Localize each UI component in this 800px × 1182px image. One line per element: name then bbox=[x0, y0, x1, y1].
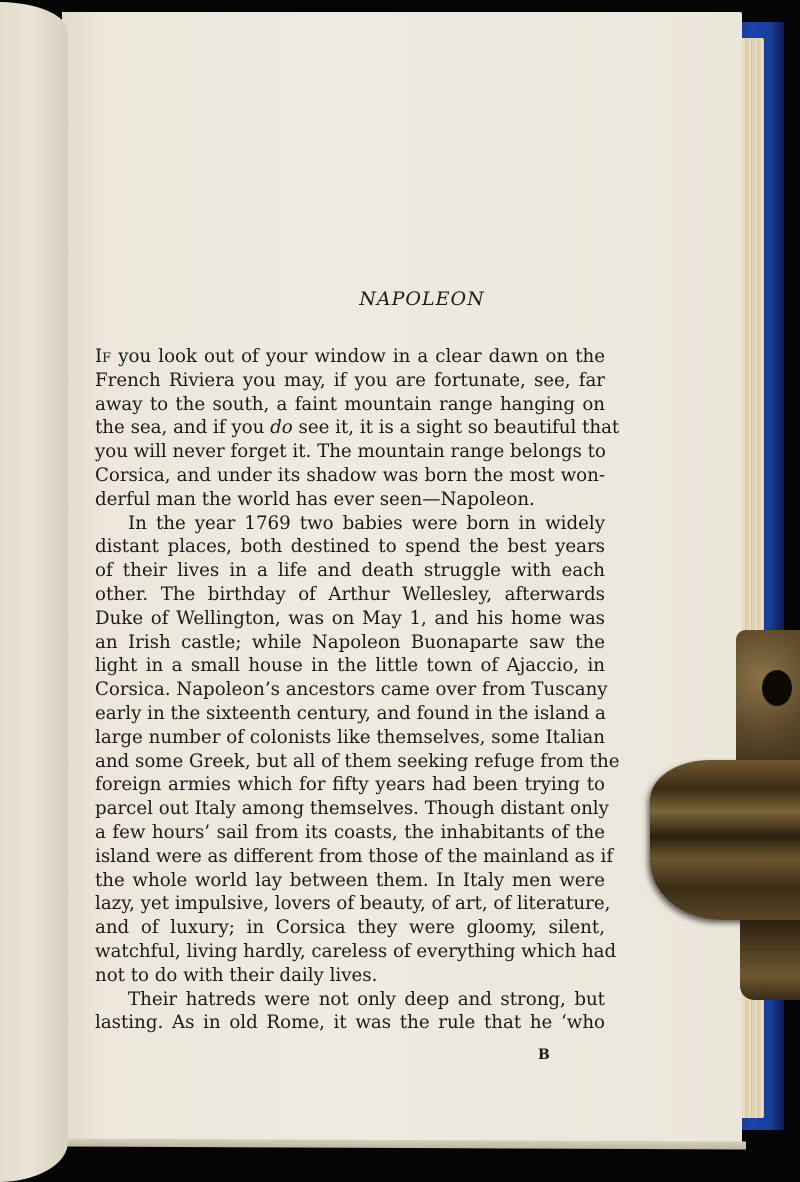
text-line: Corsica. Napoleon’s ancestors came over from Tuscany bbox=[95, 679, 608, 701]
text-line: the sea, and if you do see it, it is a sight so beautiful that bbox=[95, 417, 620, 439]
clip-screw-hole bbox=[762, 670, 792, 706]
text-line: In the year 1769 two babies were born in widely bbox=[128, 512, 605, 534]
text-line: and some Greek, but all of them seeking refuge from the bbox=[95, 750, 620, 772]
text-line: foreign armies which for fifty years had been trying to bbox=[95, 774, 605, 796]
chapter-title: NAPOLEON bbox=[359, 288, 485, 310]
left-page-curl bbox=[0, 2, 68, 1182]
text-line: away to the south, a faint mountain range hanging on bbox=[95, 393, 605, 415]
signature-mark: B bbox=[538, 1047, 550, 1063]
body-text bbox=[95, 345, 620, 1035]
text-line: derful man the world has ever seen—Napoleon. bbox=[95, 488, 535, 510]
italic-emphasis: do bbox=[270, 417, 293, 439]
text-line: an Irish castle; while Napoleon Buonaparte saw the bbox=[95, 631, 605, 653]
text-line: Duke of Wellington, was on May 1, and his home was bbox=[95, 607, 605, 629]
text-line: distant places, both destined to spend the best years bbox=[95, 536, 605, 558]
clip-bottom-plate bbox=[740, 920, 800, 1000]
text-line: island were as different from those of the mainland as if bbox=[95, 845, 614, 867]
text-line: of their lives in a life and death struggle with each bbox=[95, 560, 605, 582]
brass-hand-bookmark-clip bbox=[650, 630, 800, 1005]
text-line: and of luxury; in Corsica they were gloomy, silent, bbox=[95, 917, 605, 939]
text-line: large number of colonists like themselves, some Italian bbox=[95, 726, 605, 748]
text-line: Their hatreds were not only deep and strong, but bbox=[128, 988, 605, 1010]
text-line: a few hours’ sail from its coasts, the inhabitants of the bbox=[95, 821, 605, 843]
text-line: light in a small house in the little town of Ajaccio, in bbox=[95, 655, 605, 677]
text-line: you will never forget it. The mountain range belongs to bbox=[95, 441, 606, 463]
drop-smallcaps: If bbox=[95, 346, 112, 367]
text-line: other. The birthday of Arthur Wellesley, afterwards bbox=[95, 583, 605, 605]
text-line: early in the sixteenth century, and found in the island a bbox=[95, 702, 606, 724]
text-line: French Riviera you may, if you are fortunate, see, far bbox=[95, 369, 605, 391]
text-line: If you look out of your window in a clear dawn on the bbox=[95, 346, 605, 367]
text-line: parcel out Italy among themselves. Though distant only bbox=[95, 798, 609, 820]
text-line: lazy, yet impulsive, lovers of beauty, of art, of literature, bbox=[95, 893, 611, 915]
text-line: Corsica, and under its shadow was born the most won- bbox=[95, 464, 605, 486]
text-line: not to do with their daily lives. bbox=[95, 964, 378, 986]
clip-fingers bbox=[650, 760, 800, 920]
book-page bbox=[62, 12, 742, 1142]
text-line: lasting. As in old Rome, it was the rule that he ‘who bbox=[95, 1012, 605, 1034]
text-line: the whole world lay between them. In Italy men were bbox=[95, 869, 605, 891]
text-line: watchful, living hardly, careless of everything which had bbox=[95, 940, 617, 962]
